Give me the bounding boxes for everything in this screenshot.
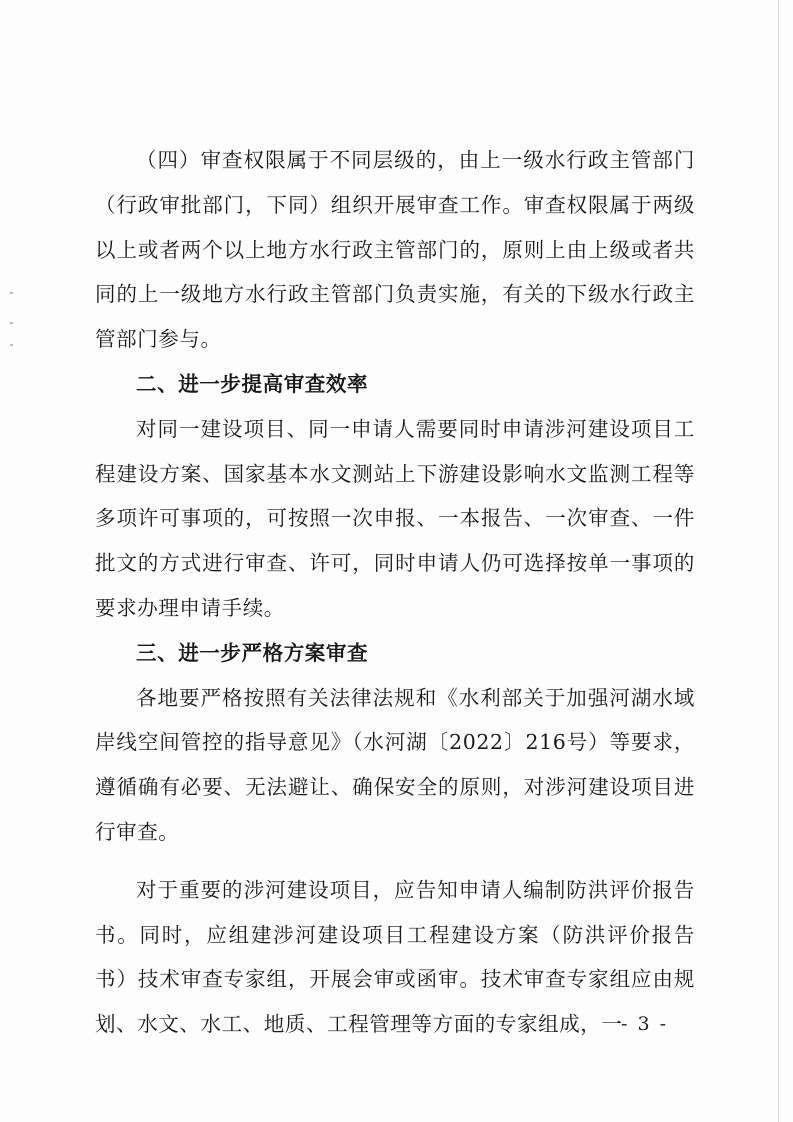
document-body — [95, 138, 695, 1047]
page-number: - 3 - — [621, 1013, 669, 1035]
section-heading-3: 三、进一步严格方案审查 — [136, 640, 369, 665]
paragraph-efficiency: 对同一建设项目、同一申请人需要同时申请涉河建设项目工程建设方案、国家基本水文测站上下游建设影响水文监测工程等多项许可事项的，可按照一次申报、一本报告、一次审查、一件批文的方式进行审查、许可，同时申请人仍可选择按单一事项的要求办理申请手续。 — [95, 416, 695, 620]
scan-mark — [10, 322, 13, 324]
paragraph-strict-review: 各地要严格按照有关法律法规和《水利部关于加强河湖水域岸线空间管控的指导意见》（水河湖〔2022〕216号）等要求，遵循确有必要、无法避让、确保安全的原则，对涉河建设项目进行审查。 — [95, 685, 695, 844]
paragraph-review-authority: （四）审查权限属于不同层级的，由上一级水行政主管部门（行政审批部门，下同）组织开展审查工作。审查权限属于两级以上或者两个以上地方水行政主管部门的，原则上由上级或者共同的上一级地方水行政主管部门负责实施，有关的下级水行政主管部门参与。 — [95, 148, 695, 352]
scan-edge-line — [778, 0, 779, 1122]
paragraph-expert-group: 对于重要的涉河建设项目，应告知申请人编制防洪评价报告书。同时，应组建涉河建设项目工程建设方案（防洪评价报告书）技术审查专家组，开展会审或函审。技术审查专家组应由规划、水文、水工、地质、工程管理等方面的专家组成，一 — [95, 877, 695, 1037]
scan-mark — [10, 344, 13, 346]
scan-mark — [10, 292, 13, 294]
section-heading-2: 二、进一步提高审查效率 — [136, 371, 369, 396]
